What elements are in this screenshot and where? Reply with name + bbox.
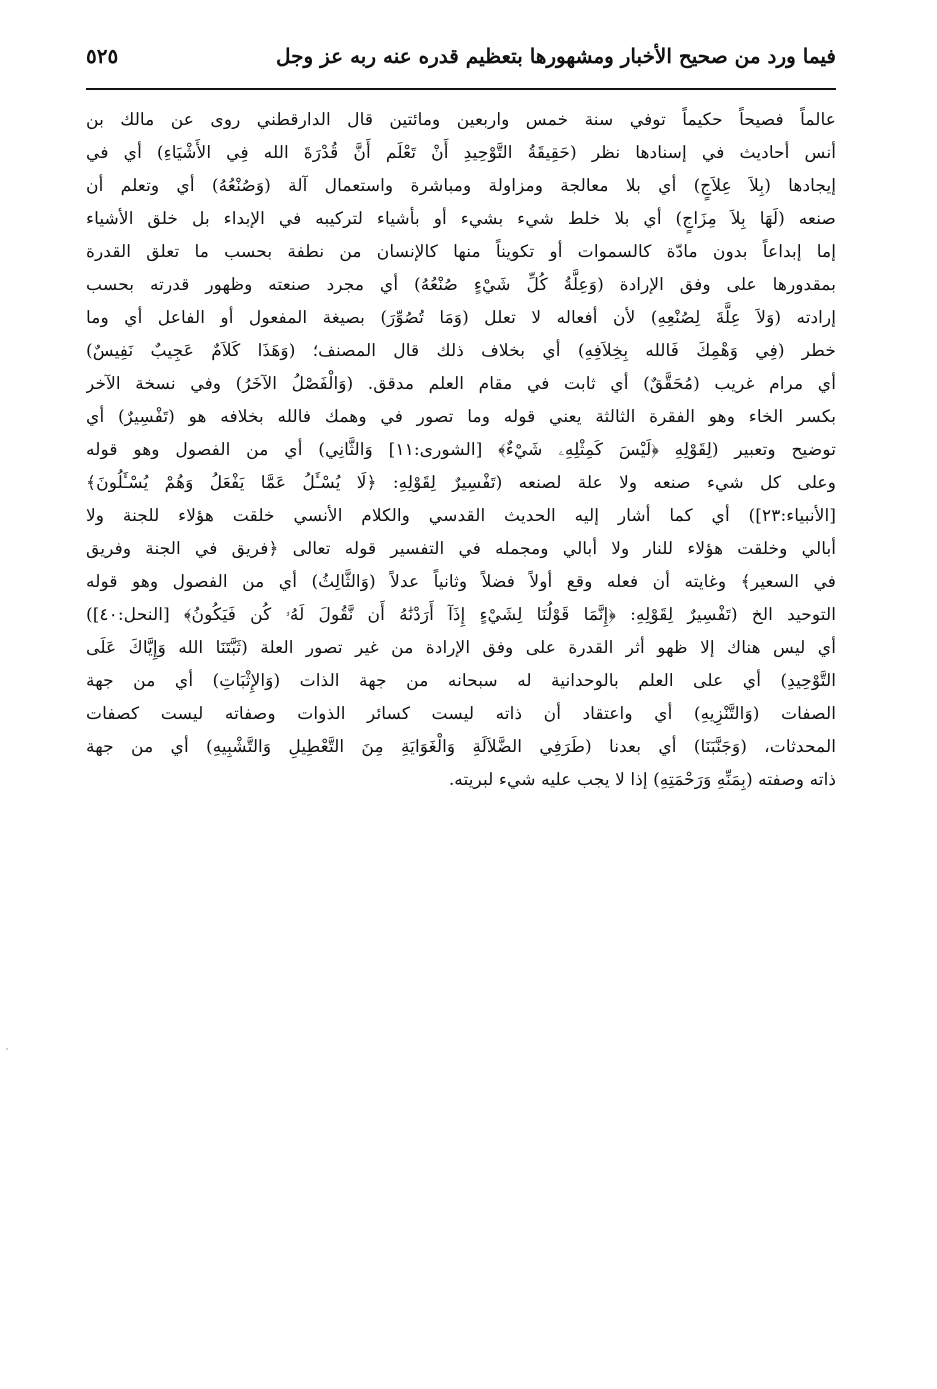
text-line-4: صنعه (لَهَا بِلاَ مِزَاجٍ) أي بلا خلط شيء بشيء أو بأشياء لتركيبه في الإبداء بل خلق الأشياء (86, 209, 836, 229)
text-line-12: وعلى كل شيء صنعه ولا علة لصنعه (تَفْسِيرٌ لِقَوْلِهِ: ﴿لَا يُسْـَٔلُ عَمَّا يَفْعَلُ وَهُمْ يُسْـَٔلُونَ﴾ (86, 473, 836, 493)
text-line-21: ذاته وصفته (بِمَنِّهِ وَرَحْمَتِهِ) إذا لا يجب عليه شيء لبريته. (448, 770, 836, 790)
running-header (86, 42, 836, 88)
text-line-9: أي مرام غريب (مُحَقَّقٌ) أي ثابت في مقام العلم مدقق. (وَالْفَصْلُ الآخَرُ) وفي نسخة الآخر (86, 374, 836, 394)
text-line-3: إيجادها (بِلاَ عِلاَجٍ) أي بلا معالجة ومزاولة ومباشرة واستعمال آلة (وَصُنْعُهُ) أي وتعلم أن (86, 176, 836, 196)
text-line-13: [الأنبياء:٢٣]) أي كما أشار إليه الحديث القدسي والكلام الأنسي خلقت هؤلاء للجنة ولا (86, 506, 836, 526)
text-line-1: عالماً فصيحاً حكيماً توفي سنة خمس واربعين ومائتين قال الدارقطني روى عن مالك بن (86, 110, 836, 130)
text-line-20: المحدثات، (وَجَنَّبَنَا) أي بعدنا (طَرَفِي الضَّلاَلَةِ وَالْغَوَايَةِ مِنَ التَّعْطِيلِ وَالتَّشْبِيهِ) أي من جهة (86, 737, 836, 757)
page-number: ٥٢٥ (86, 44, 119, 68)
text-line-10: بكسر الخاء وهو الفقرة الثالثة يعني قوله وما تصور في وهمك فالله بخلافه هو (تَفْسِيرٌ) أي (86, 407, 836, 427)
scan-speck (6, 1048, 8, 1050)
text-line-11: توضيح وتعبير (لِقَوْلِهِ ﴿لَيْسَ كَمِثْلِهِۦ شَيْءٌ﴾ [الشورى:١١] وَالثَّانِي) أي من الفصول وهو قوله (86, 440, 836, 460)
text-line-6: بمقدورها على وفق الإرادة (وَعِلَّةُ كُلِّ شَيْءٍ صُنْعُهُ) أي مجرد صنعته وظهور قدرته بحسب (86, 275, 836, 295)
text-line-15: في السعير﴾ وغايته أن فعله وقع أولاً فضلاً وثانياً عدلاً (وَالثَّالِثُ) أي من الفصول وهو قوله (86, 572, 836, 592)
text-line-8: خطر (فِي وَهْمِكَ فَالله بِخِلاَفِهِ) أي بخلاف ذلك قال المصنف؛ (وَهَذَا كَلاَمٌ عَجِيبٌ نَفِيسٌ) (86, 341, 836, 361)
text-line-7: إرادته (وَلاَ عِلَّةَ لِصُنْعِهِ) لأن أفعاله لا تعلل (وَمَا تُصُوِّرَ) بصيغة المفعول أو الفاعل أي وما (86, 308, 836, 328)
text-line-2: أنس أحاديث في إسنادها نظر (حَقِيقَةُ التَّوْحِيدِ أَنْ تَعْلَم أَنَّ قُدْرَةَ الله فِي الأَشْيَاءِ) أي في (86, 143, 836, 163)
running-title: فيما ورد من صحيح الأخبار ومشهورها بتعظيم قدره عنه ربه عز وجل (276, 44, 836, 68)
text-line-16: التوحيد الخ (تَفْسِيرٌ لِقَوْلِهِ: ﴿إِنَّمَا قَوْلُنَا لِشَيْءٍ إِذَآ أَرَدْنَٰهُ أَن نَّقُولَ لَهُۥ كُن فَيَكُونُ﴾ [النحل:٤٠]) (86, 605, 836, 625)
text-line-14: أبالي وخلقت هؤلاء للنار ولا أبالي ومجمله في التفسير قوله تعالى ﴿فريق في الجنة وفريق (86, 539, 836, 559)
text-line-5: إما إبداعاً بدون مادّة كالسموات أو تكويناً منها كالإنسان من نطفة بحسب ما تعلق القدرة (86, 242, 836, 262)
text-line-18: التَّوْحِيدِ) أي على العلم بالوحدانية له سبحانه من جهة الذات (وَالإِثْبَاتِ) أي من جهة (86, 671, 836, 691)
body-text (86, 104, 836, 797)
text-line-17: أي ليس هناك إلا ظهو أثر القدرة على وفق الإرادة من غير تصور العلة (ثَبَّتَنَا الله وَإِيَّاكَ عَلَى (86, 638, 836, 658)
header-divider (86, 88, 836, 90)
text-line-19: الصفات (وَالتَّنْزِيهِ) أي واعتقاد أن ذاته ليست كسائر الذوات وصفاته ليست كصفات (86, 704, 836, 724)
